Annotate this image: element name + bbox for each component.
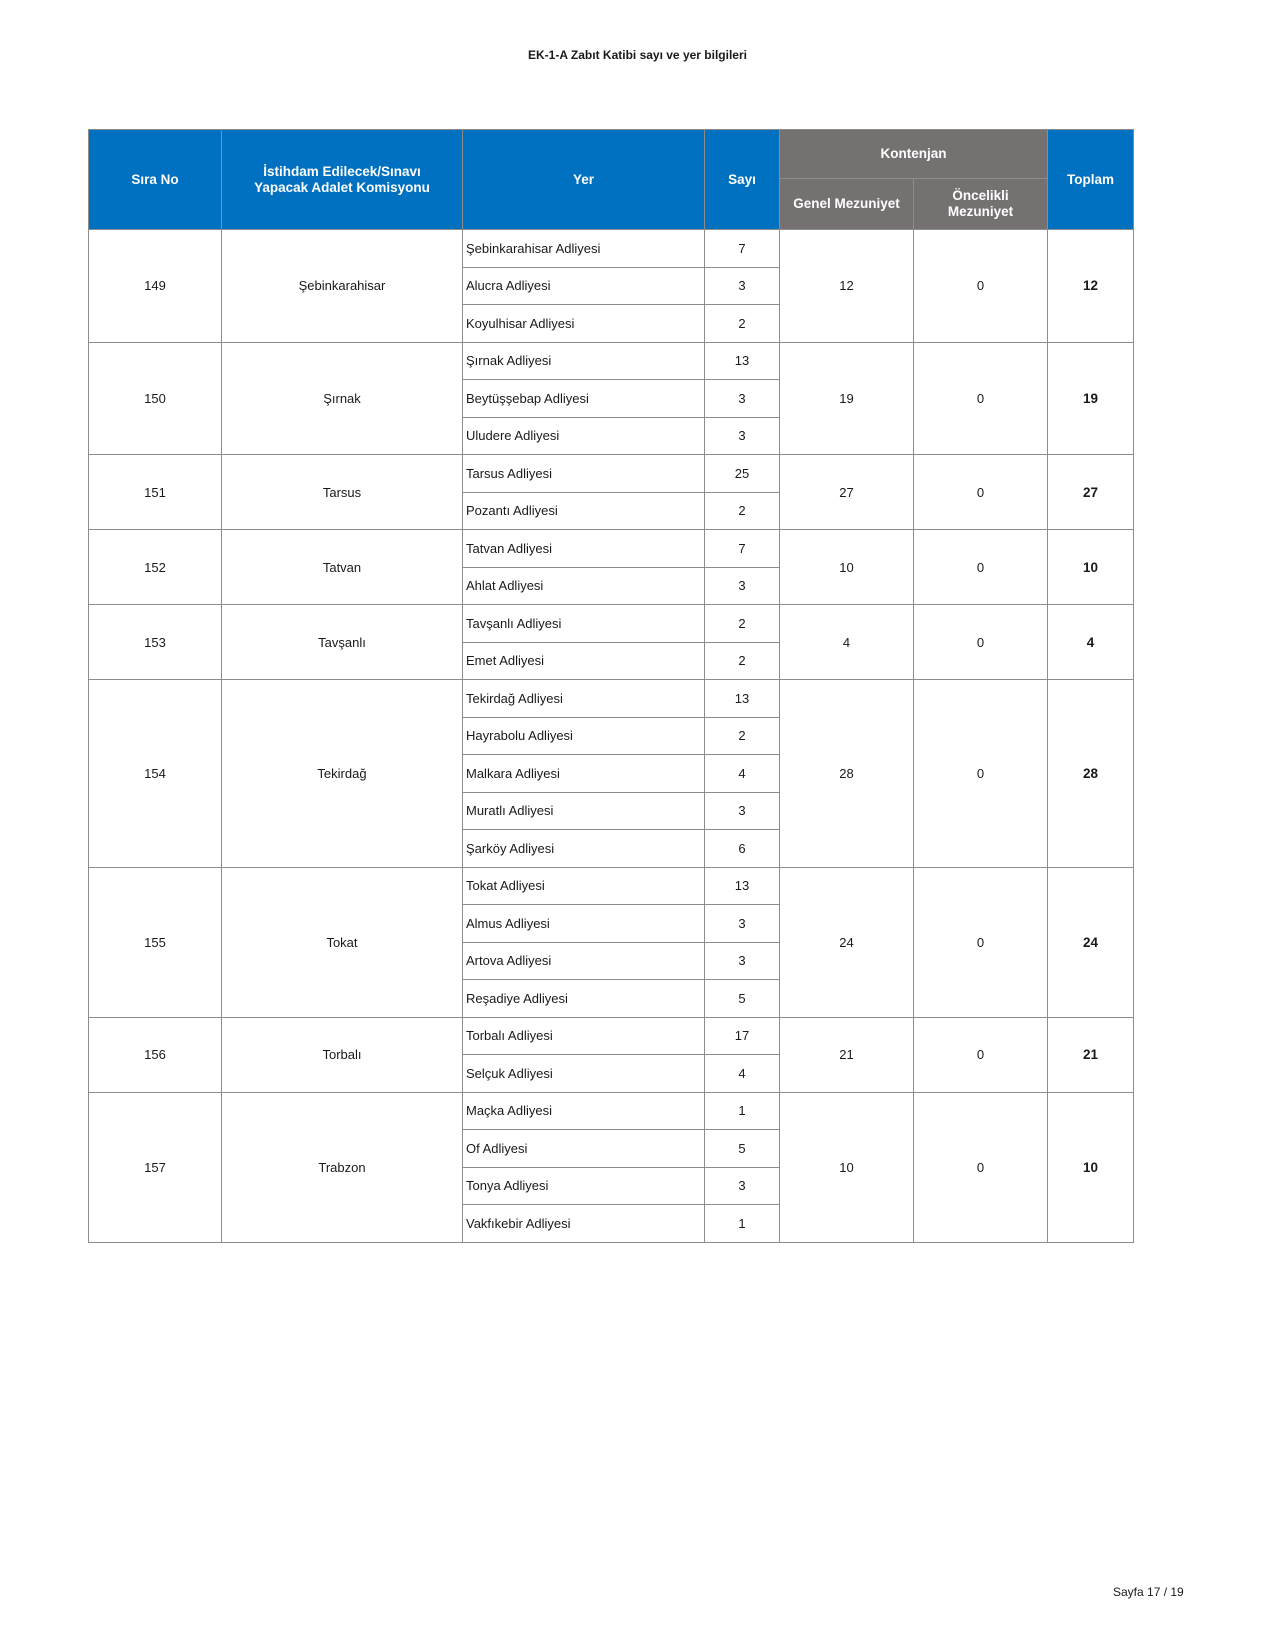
toplam-cell: 28 — [1048, 680, 1134, 868]
yer-cell: Vakfıkebir Adliyesi — [463, 1205, 705, 1243]
sira-no-cell: 157 — [89, 1092, 222, 1242]
yer-cell: Tekirdağ Adliyesi — [463, 680, 705, 718]
page-title: EK-1-A Zabıt Katibi sayı ve yer bilgileri — [528, 48, 747, 62]
sira-no-cell: 152 — [89, 530, 222, 605]
toplam-cell: 19 — [1048, 342, 1134, 455]
sayi-cell: 3 — [705, 792, 780, 830]
table-row — [89, 1017, 1134, 1055]
toplam-cell: 4 — [1048, 605, 1134, 680]
header-oncelikli-mezuniyet: Öncelikli Mezuniyet — [914, 179, 1048, 230]
oncelikli-mezuniyet-cell: 0 — [914, 680, 1048, 868]
sira-no-cell: 156 — [89, 1017, 222, 1092]
yer-cell: Beytüşşebap Adliyesi — [463, 380, 705, 418]
header-kontenjan: Kontenjan — [780, 130, 1048, 179]
yer-cell: Şebinkarahisar Adliyesi — [463, 230, 705, 268]
genel-mezuniyet-cell: 19 — [780, 342, 914, 455]
yer-cell: Şarköy Adliyesi — [463, 830, 705, 868]
yer-cell: Tonya Adliyesi — [463, 1167, 705, 1205]
komisyon-cell: Trabzon — [222, 1092, 463, 1242]
table-row — [89, 230, 1134, 268]
yer-cell: Alucra Adliyesi — [463, 267, 705, 305]
oncelikli-mezuniyet-cell: 0 — [914, 1092, 1048, 1242]
genel-mezuniyet-cell: 28 — [780, 680, 914, 868]
sayi-cell: 13 — [705, 342, 780, 380]
yer-cell: Selçuk Adliyesi — [463, 1055, 705, 1093]
sayi-cell: 3 — [705, 417, 780, 455]
sayi-cell: 2 — [705, 305, 780, 343]
toplam-cell: 10 — [1048, 1092, 1134, 1242]
table-row — [89, 342, 1134, 380]
sayi-cell: 7 — [705, 230, 780, 268]
table-row — [89, 867, 1134, 905]
yer-cell: Almus Adliyesi — [463, 905, 705, 943]
yer-cell: Pozantı Adliyesi — [463, 492, 705, 530]
komisyon-cell: Şırnak — [222, 342, 463, 455]
yer-cell: Şırnak Adliyesi — [463, 342, 705, 380]
komisyon-cell: Şebinkarahisar — [222, 230, 463, 343]
komisyon-cell: Tarsus — [222, 455, 463, 530]
genel-mezuniyet-cell: 27 — [780, 455, 914, 530]
sayi-cell: 2 — [705, 642, 780, 680]
oncelikli-mezuniyet-cell: 0 — [914, 230, 1048, 343]
table-row — [89, 530, 1134, 568]
sayi-cell: 5 — [705, 1130, 780, 1168]
sayi-cell: 4 — [705, 755, 780, 793]
sira-no-cell: 153 — [89, 605, 222, 680]
sayi-cell: 1 — [705, 1205, 780, 1243]
sayi-cell: 4 — [705, 1055, 780, 1093]
sayi-cell: 3 — [705, 567, 780, 605]
yer-cell: Koyulhisar Adliyesi — [463, 305, 705, 343]
komisyon-cell: Tatvan — [222, 530, 463, 605]
yer-cell: Of Adliyesi — [463, 1130, 705, 1168]
yer-cell: Tatvan Adliyesi — [463, 530, 705, 568]
komisyon-cell: Torbalı — [222, 1017, 463, 1092]
yer-cell: Artova Adliyesi — [463, 942, 705, 980]
header-komisyon: İstihdam Edilecek/Sınavı Yapacak Adalet Komisyonu — [222, 130, 463, 230]
table-row — [89, 1092, 1134, 1130]
komisyon-cell: Tekirdağ — [222, 680, 463, 868]
genel-mezuniyet-cell: 24 — [780, 867, 914, 1017]
toplam-cell: 27 — [1048, 455, 1134, 530]
table-body — [89, 230, 1134, 1243]
oncelikli-mezuniyet-cell: 0 — [914, 1017, 1048, 1092]
sira-no-cell: 149 — [89, 230, 222, 343]
staff-table-container — [88, 129, 1134, 1243]
yer-cell: Ahlat Adliyesi — [463, 567, 705, 605]
oncelikli-mezuniyet-cell: 0 — [914, 455, 1048, 530]
header-genel-mezuniyet: Genel Mezuniyet — [780, 179, 914, 230]
table-row — [89, 680, 1134, 718]
sayi-cell: 3 — [705, 942, 780, 980]
oncelikli-mezuniyet-cell: 0 — [914, 342, 1048, 455]
yer-cell: Torbalı Adliyesi — [463, 1017, 705, 1055]
genel-mezuniyet-cell: 4 — [780, 605, 914, 680]
komisyon-cell: Tavşanlı — [222, 605, 463, 680]
yer-cell: Reşadiye Adliyesi — [463, 980, 705, 1018]
header-toplam: Toplam — [1048, 130, 1134, 230]
yer-cell: Malkara Adliyesi — [463, 755, 705, 793]
header-yer: Yer — [463, 130, 705, 230]
yer-cell: Tavşanlı Adliyesi — [463, 605, 705, 643]
yer-cell: Hayrabolu Adliyesi — [463, 717, 705, 755]
sayi-cell: 3 — [705, 380, 780, 418]
genel-mezuniyet-cell: 12 — [780, 230, 914, 343]
toplam-cell: 10 — [1048, 530, 1134, 605]
sayi-cell: 2 — [705, 492, 780, 530]
sayi-cell: 7 — [705, 530, 780, 568]
sayi-cell: 1 — [705, 1092, 780, 1130]
sayi-cell: 3 — [705, 1167, 780, 1205]
sayi-cell: 2 — [705, 717, 780, 755]
sayi-cell: 25 — [705, 455, 780, 493]
sayi-cell: 13 — [705, 867, 780, 905]
oncelikli-mezuniyet-cell: 0 — [914, 867, 1048, 1017]
table-row — [89, 455, 1134, 493]
toplam-cell: 24 — [1048, 867, 1134, 1017]
toplam-cell: 12 — [1048, 230, 1134, 343]
staff-table — [88, 129, 1134, 1243]
sayi-cell: 17 — [705, 1017, 780, 1055]
yer-cell: Tokat Adliyesi — [463, 867, 705, 905]
sayi-cell: 13 — [705, 680, 780, 718]
header-sayi: Sayı — [705, 130, 780, 230]
sayi-cell: 5 — [705, 980, 780, 1018]
yer-cell: Uludere Adliyesi — [463, 417, 705, 455]
yer-cell: Muratlı Adliyesi — [463, 792, 705, 830]
sayi-cell: 2 — [705, 605, 780, 643]
table-row — [89, 605, 1134, 643]
yer-cell: Tarsus Adliyesi — [463, 455, 705, 493]
oncelikli-mezuniyet-cell: 0 — [914, 530, 1048, 605]
sira-no-cell: 155 — [89, 867, 222, 1017]
oncelikli-mezuniyet-cell: 0 — [914, 605, 1048, 680]
page-number: Sayfa 17 / 19 — [1113, 1585, 1184, 1599]
toplam-cell: 21 — [1048, 1017, 1134, 1092]
sira-no-cell: 151 — [89, 455, 222, 530]
genel-mezuniyet-cell: 21 — [780, 1017, 914, 1092]
sayi-cell: 3 — [705, 905, 780, 943]
sira-no-cell: 154 — [89, 680, 222, 868]
yer-cell: Maçka Adliyesi — [463, 1092, 705, 1130]
sayi-cell: 3 — [705, 267, 780, 305]
sayi-cell: 6 — [705, 830, 780, 868]
sira-no-cell: 150 — [89, 342, 222, 455]
yer-cell: Emet Adliyesi — [463, 642, 705, 680]
genel-mezuniyet-cell: 10 — [780, 530, 914, 605]
header-sira-no: Sıra No — [89, 130, 222, 230]
komisyon-cell: Tokat — [222, 867, 463, 1017]
genel-mezuniyet-cell: 10 — [780, 1092, 914, 1242]
